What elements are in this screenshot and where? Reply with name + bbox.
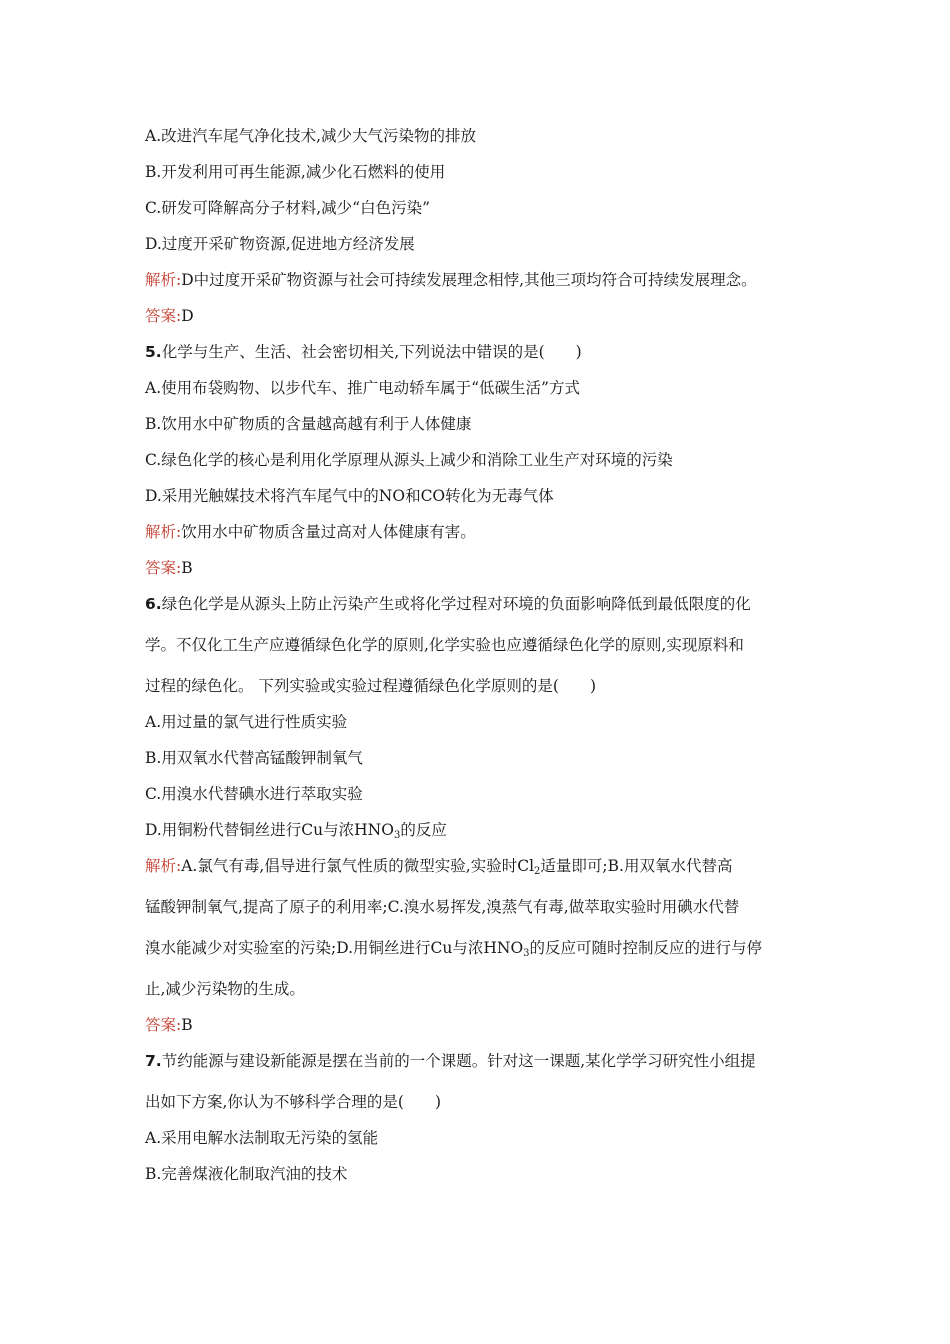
subscript: 3 [523, 948, 530, 959]
analysis-label: 解析: [145, 857, 182, 875]
q5-option-d: D.采用光触媒技术将汽车尾气中的NO和CO转化为无毒气体 [145, 487, 554, 505]
q7-option-a: A.采用电解水法制取无污染的氢能 [145, 1129, 379, 1147]
q6-option-d-text: D.用铜粉代替铜丝进行Cu与浓HNO [145, 821, 394, 839]
q6-analysis-line3 [145, 938, 825, 958]
q4-option-b: B.开发利用可再生能源,减少化石燃料的使用 [145, 163, 446, 181]
q6-option-d-text-end: 的反应 [400, 821, 447, 839]
q6-answer-value: B [181, 1016, 193, 1034]
q6-analysis-text-1: A.氯气有毒,倡导进行氯气性质的微型实验,实验时Cl [181, 857, 535, 875]
q6-analysis-text-3: 溴水能减少对实验室的污染;D.用铜丝进行Cu与浓HNO [145, 939, 524, 957]
q6-analysis-line4: 止,减少污染物的生成。 [145, 980, 305, 998]
q7-stem-line1 [145, 1051, 825, 1071]
q7-stem-text-1: 节约能源与建设新能源是摆在当前的一个课题。针对这一课题,某化学学习研究性小组提 [161, 1052, 756, 1070]
q6-stem-line1 [145, 594, 825, 614]
q5-stem-text: 化学与生产、生活、社会密切相关,下列说法中错误的是( ) [161, 343, 582, 361]
q6-analysis-text-1-end: 适量即可;B.用双氧水代替高 [540, 857, 733, 875]
q6-analysis-line2: 锰酸钾制氧气,提高了原子的利用率;C.溴水易挥发,溴蒸气有毒,做萃取实验时用碘水代替 [145, 898, 740, 916]
q4-analysis [145, 270, 825, 290]
q6-analysis-text-3-end: 的反应可随时控制反应的进行与停 [529, 939, 763, 957]
subscript: 3 [393, 830, 401, 841]
q7-stem-line2: 出如下方案,你认为不够科学合理的是( ) [145, 1093, 442, 1111]
q6-answer [145, 1015, 825, 1035]
answer-label: 答案: [145, 1016, 182, 1034]
q4-option-a: A.改进汽车尾气净化技术,减少大气污染物的排放 [145, 127, 477, 145]
q4-answer [145, 306, 825, 326]
q4-answer-value: D [181, 307, 194, 325]
q5-option-c: C.绿色化学的核心是利用化学原理从源头上减少和消除工业生产对环境的污染 [145, 451, 673, 469]
analysis-label: 解析: [145, 271, 182, 289]
q5-answer [145, 558, 825, 578]
q6-stem-line3: 过程的绿色化。 下列实验或实验过程遵循绿色化学原则的是( ) [145, 677, 597, 695]
q7-number: 7. [145, 1052, 162, 1070]
q4-option-c: C.研发可降解高分子材料,减少“白色污染” [145, 199, 431, 217]
q5-option-a: A.使用布袋购物、以步代车、推广电动轿车属于“低碳生活”方式 [145, 379, 580, 397]
q4-option-d: D.过度开采矿物资源,促进地方经济发展 [145, 235, 415, 253]
q5-stem [145, 342, 825, 362]
answer-label: 答案: [145, 559, 182, 577]
q6-option-a: A.用过量的氯气进行性质实验 [145, 713, 348, 731]
q5-answer-value: B [181, 559, 193, 577]
analysis-label: 解析: [145, 523, 182, 541]
q5-analysis-text: 饮用水中矿物质含量过高对人体健康有害。 [181, 523, 476, 541]
q6-option-b: B.用双氧水代替高锰酸钾制氧气 [145, 749, 363, 767]
q4-analysis-text: D中过度开采矿物资源与社会可持续发展理念相悖,其他三项均符合可持续发展理念。 [181, 271, 757, 289]
q6-number: 6. [145, 595, 162, 613]
q6-stem-line2: 学。不仅化工生产应遵循绿色化学的原则,化学实验也应遵循绿色化学的原则,实现原料和 [145, 636, 744, 654]
q5-analysis [145, 522, 825, 542]
q7-option-b: B.完善煤液化制取汽油的技术 [145, 1165, 348, 1183]
q5-number: 5. [145, 343, 162, 361]
q6-stem-text-1: 绿色化学是从源头上防止污染产生或将化学过程对环境的负面影响降低到最低限度的化 [161, 595, 751, 613]
answer-label: 答案: [145, 307, 182, 325]
q6-analysis-line1 [145, 856, 825, 876]
subscript: 2 [534, 866, 541, 877]
q6-option-d [145, 820, 825, 840]
q5-option-b: B.饮用水中矿物质的含量越高越有利于人体健康 [145, 415, 472, 433]
q6-option-c: C.用溴水代替碘水进行萃取实验 [145, 785, 363, 803]
